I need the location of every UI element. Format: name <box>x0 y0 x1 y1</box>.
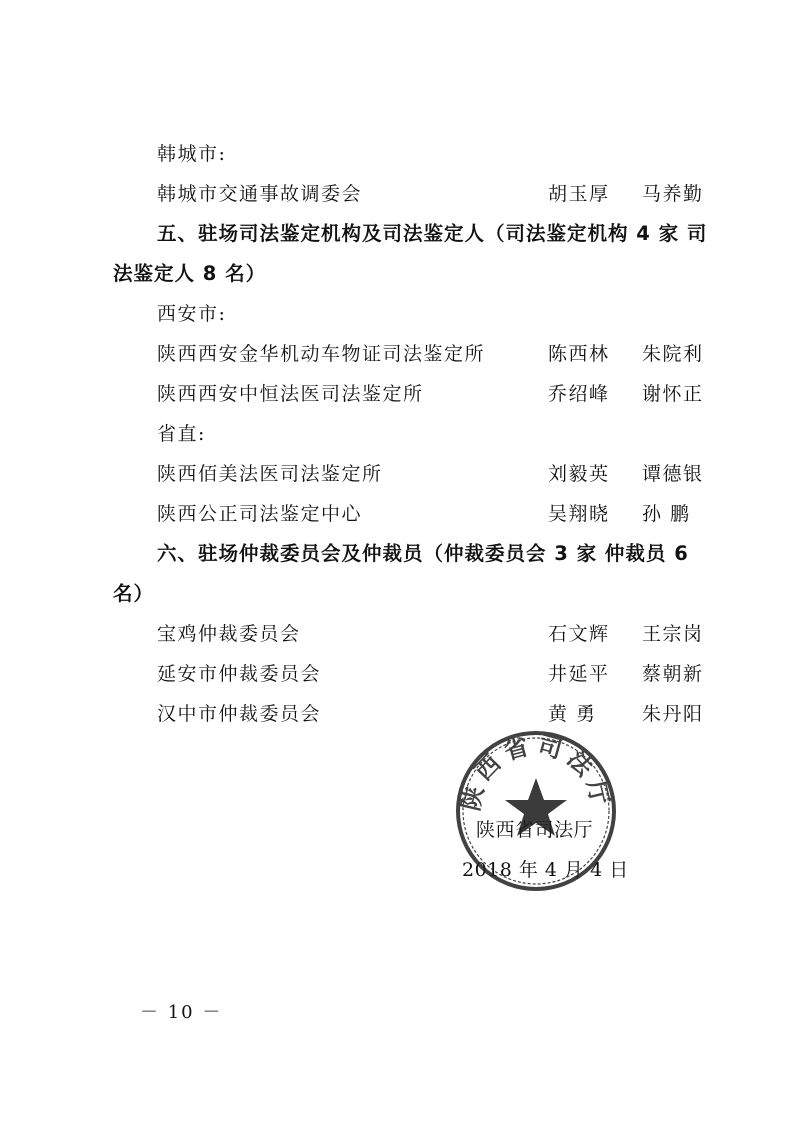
list-item <box>0 181 793 207</box>
org-name: 韩城市交通事故调委会 <box>157 183 363 205</box>
person-name: 谭德银 <box>642 463 704 485</box>
person-name: 吴翔晓 <box>548 503 610 525</box>
org-name: 陕西公正司法鉴定中心 <box>157 503 363 525</box>
list-item <box>0 661 793 687</box>
person-name: 孙 鹏 <box>642 503 691 525</box>
page-number: － 10 － <box>140 1002 223 1023</box>
list-item <box>0 461 793 487</box>
org-name: 陕西西安金华机动车物证司法鉴定所 <box>157 343 486 365</box>
person-name: 马养勤 <box>642 183 704 205</box>
list-item <box>0 341 793 367</box>
person-name: 刘毅英 <box>548 463 610 485</box>
org-name: 汉中市仲裁委员会 <box>157 703 322 725</box>
person-name: 谢怀正 <box>642 383 704 405</box>
person-name: 朱院利 <box>642 343 704 365</box>
org-name: 延安市仲裁委员会 <box>157 663 322 685</box>
person-name: 胡玉厚 <box>548 183 610 205</box>
hancheng-label: 韩城市: <box>157 143 227 165</box>
issuer-name: 陕西省司法厅 <box>476 819 594 841</box>
section-heading-5: 五、驻场司法鉴定机构及司法鉴定人（司法鉴定机构 4 家 司 <box>157 222 708 245</box>
person-name: 黄 勇 <box>548 703 597 725</box>
person-name: 石文辉 <box>548 623 610 645</box>
person-name: 陈西林 <box>548 343 610 365</box>
person-name: 蔡朝新 <box>642 663 704 685</box>
org-name: 宝鸡仲裁委员会 <box>157 623 301 645</box>
xian-label: 西安市: <box>157 303 227 325</box>
list-item <box>0 701 793 727</box>
seal-text: 陕西省司法厅 <box>455 729 617 814</box>
section-heading-5-cont: 法鉴定人 8 名） <box>113 262 267 285</box>
person-name: 乔绍峰 <box>548 383 610 405</box>
person-name: 王宗岗 <box>642 623 704 645</box>
issue-date: 2018 年 4 月 4 日 <box>462 859 629 881</box>
section-heading-6-cont: 名） <box>113 582 155 605</box>
official-seal-icon <box>453 728 619 894</box>
person-name: 井延平 <box>548 663 610 685</box>
list-item <box>0 501 793 527</box>
list-item <box>0 381 793 407</box>
list-item <box>0 621 793 647</box>
section-heading-6: 六、驻场仲裁委员会及仲裁员（仲裁委员会 3 家 仲裁员 6 <box>157 542 689 565</box>
person-name: 朱丹阳 <box>642 703 704 725</box>
org-name: 陕西佰美法医司法鉴定所 <box>157 463 383 485</box>
org-name: 陕西西安中恒法医司法鉴定所 <box>157 383 424 405</box>
shengzhi-label: 省直: <box>157 423 206 445</box>
